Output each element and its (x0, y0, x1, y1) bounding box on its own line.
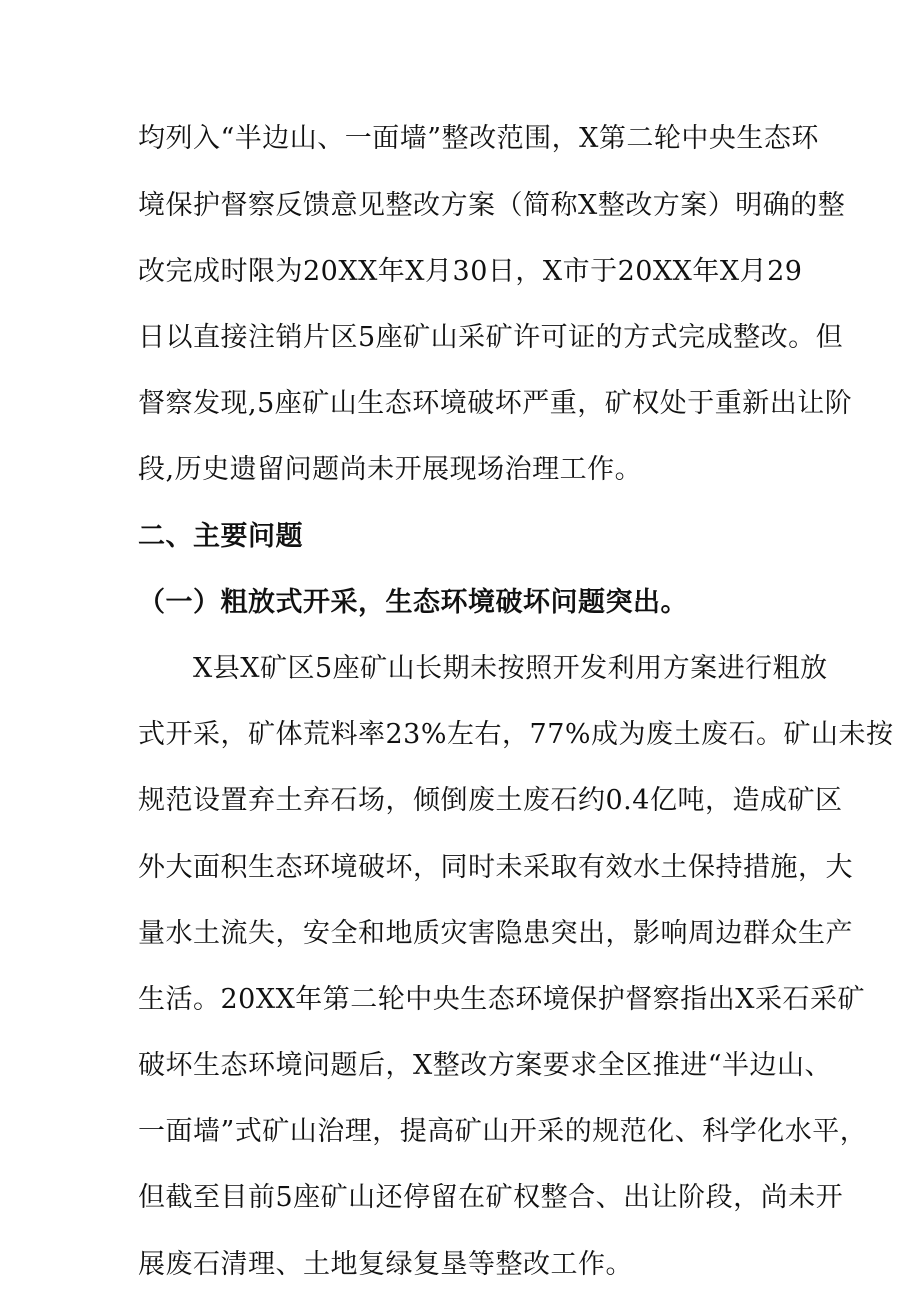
paragraph-line: 境保护督察反馈意见整改方案（简称X整改方案）明确的整 (138, 190, 846, 221)
paragraph-line: 展废石清理、土地复绿复垦等整改工作。 (138, 1249, 633, 1280)
paragraph-line: 均列入“半边山、一面墙”整改范围，X第二轮中央生态环 (138, 123, 819, 154)
paragraph-line: 日以直接注销片区5座矿山采矿许可证的方式完成整改。但 (138, 322, 844, 353)
section-heading: 二、主要问题 (138, 521, 303, 552)
paragraph-line: 规范设置弃土弃石场，倾倒废土废石约0.4亿吨，造成矿区 (138, 785, 843, 816)
paragraph-line: 外大面积生态环境破坏，同时未采取有效水土保持措施，大 (138, 852, 853, 883)
paragraph-line: 一面墙”式矿山治理，提高矿山开采的规范化、科学化水平， (138, 1116, 868, 1147)
paragraph-line: 生活。20XX年第二轮中央生态环境保护督察指出X采石采矿 (138, 984, 866, 1015)
paragraph-line: 但截至目前5座矿山还停留在矿权整合、出让阶段，尚未开 (138, 1182, 844, 1213)
paragraph-line: 段,历史遗留问题尚未开展现场治理工作。 (138, 454, 643, 485)
subsection-heading: （一）粗放式开采，生态环境破坏问题突出。 (138, 587, 688, 618)
paragraph-line: 督察发现,5座矿山生态环境破坏严重，矿权处于重新出让阶 (138, 388, 853, 419)
paragraph-line: 量水土流失，安全和地质灾害隐患突出，影响周边群众生产 (138, 918, 853, 949)
paragraph-line: 式开采，矿体荒料率23%左右，77%成为废土废石。矿山未按 (138, 719, 894, 750)
paragraph-line: X县X矿区5座矿山长期未按照开发利用方案进行粗放 (193, 653, 828, 684)
paragraph-line: 破坏生态环境问题后，X整改方案要求全区推进“半边山、 (138, 1050, 833, 1081)
paragraph-line: 改完成时限为20XX年X月30日，X市于20XX年X月29 (138, 256, 803, 287)
